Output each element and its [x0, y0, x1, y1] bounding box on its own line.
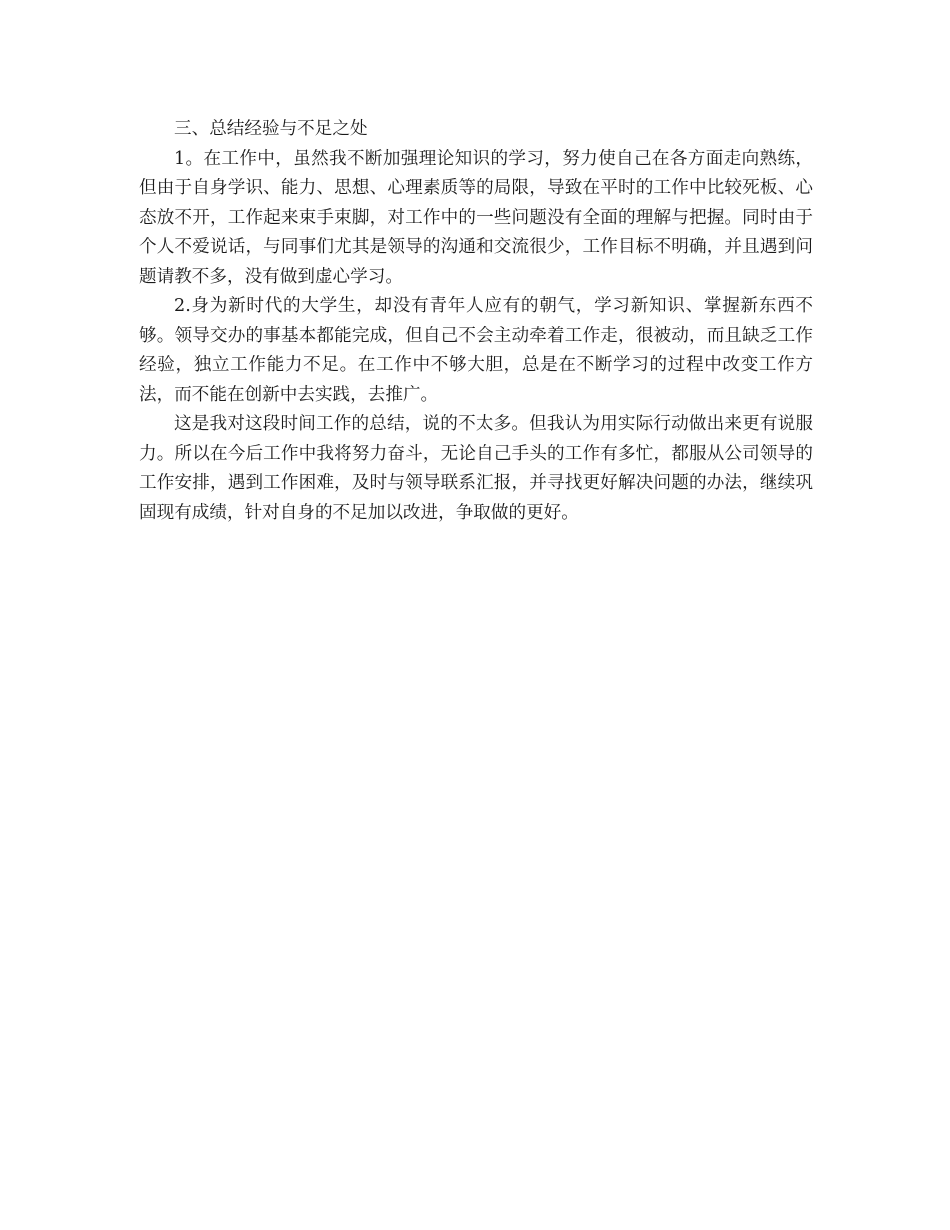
paragraph-1: 1。在工作中，虽然我不断加强理论知识的学习，努力使自己在各方面走向熟练，但由于自身学识、能力、思想、心理素质等的局限，导致在平时的工作中比较死板、心态放不开，工作起来束手束脚，对工作中的一些问题没有全面的理解与把握。同时由于个人不爱说话，与同事们尤其是领导的沟通和交流很少，工作目标不明确，并且遇到问题请教不多，没有做到虚心学习。 [139, 148, 813, 287]
section-heading: 三、总结经验与不足之处 [174, 119, 368, 139]
paragraph-3: 这是我对这段时间工作的总结，说的不太多。但我认为用实际行动做出来更有说服力。所以在今后工作中我将努力奋斗，无论自己手头的工作有多忙，都服从公司领导的工作安排，遇到工作困难，及时与领导联系汇报，并寻找更好解决问题的办法，继续巩固现有成绩，针对自身的不足加以改进，争取做的更好。 [139, 414, 813, 523]
paragraph-2: 2.身为新时代的大学生，却没有青年人应有的朝气，学习新知识、掌握新东西不够。领导交办的事基本都能完成，但自己不会主动牵着工作走，很被动，而且缺乏工作经验，独立工作能力不足。在工作中不够大胆，总是在不断学习的过程中改变工作方法，而不能在创新中去实践，去推广。 [139, 296, 813, 405]
document-body [139, 115, 813, 528]
